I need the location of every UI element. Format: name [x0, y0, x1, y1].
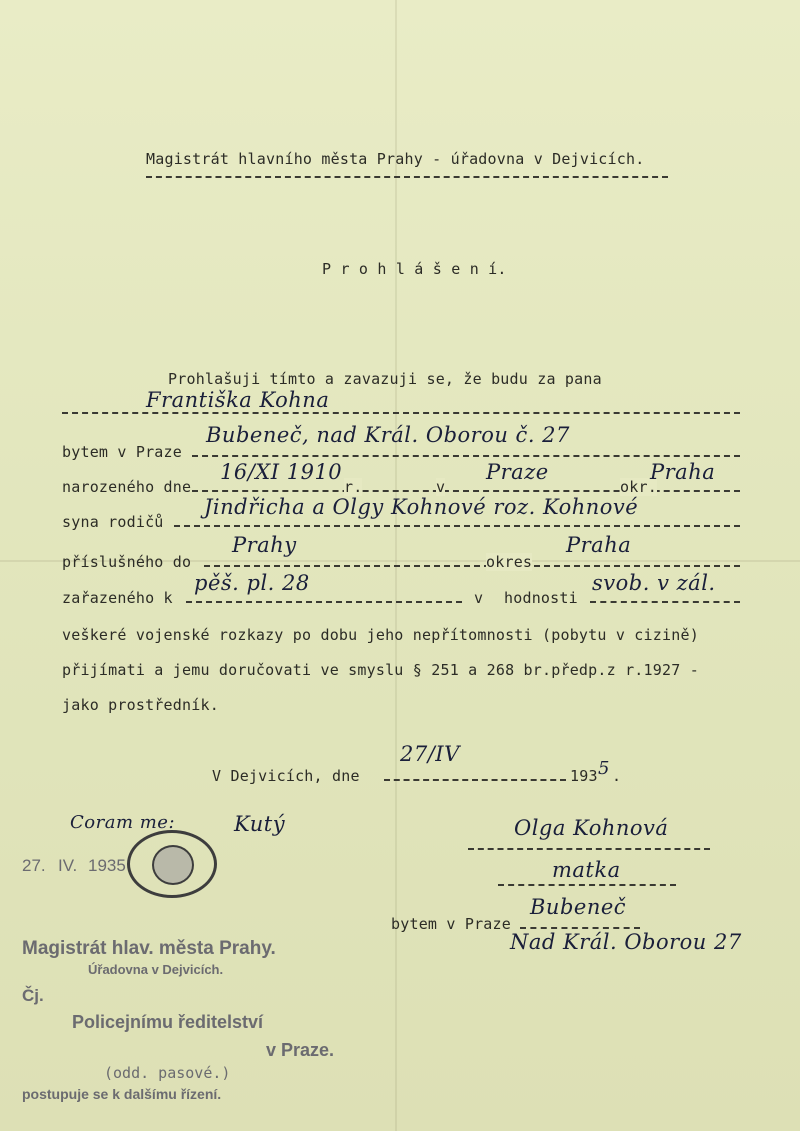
domicile-label: příslušného do: [62, 553, 192, 571]
year-handwritten: 5: [598, 758, 610, 779]
paragraph-line-1: veškeré vojenské rozkazy po dobu jeho nepřítomnosti (pobytu v cizině): [62, 626, 699, 644]
rank-v-label: v: [474, 589, 484, 607]
born-okr-handwritten: Praha: [650, 460, 716, 484]
signer-residence-handwritten-1: Bubeneč: [530, 895, 627, 919]
addressee-line-2: v Praze.: [266, 1040, 335, 1060]
stamp-date-year: 1935: [88, 856, 126, 875]
born-date-handwritten: 16/XI 1910: [220, 460, 343, 484]
born-place-handwritten: Praze: [486, 460, 549, 484]
document-title: P r o h l á š e n í.: [322, 260, 507, 278]
coram-handwritten: Coram me:: [70, 812, 176, 833]
paragraph-line-3: jako prostředník.: [62, 696, 219, 714]
date-handwritten: 27/IV: [400, 742, 460, 766]
rank-label: hodnosti: [504, 589, 578, 607]
parents-handwritten: Jindřicha a Olgy Kohnové roz. Kohnové: [204, 495, 639, 519]
official-signature-handwritten: Kutý: [234, 812, 286, 836]
signer-residence-line: [520, 927, 640, 929]
stamp-date-month: IV.: [58, 856, 78, 875]
name-line: [62, 412, 740, 414]
rank-handwritten: svob. v zál.: [592, 571, 716, 595]
signer-residence-handwritten-2: Nad Král. Oborou 27: [510, 930, 742, 954]
residence-label: bytem v Praze: [62, 443, 182, 461]
date-prefix: V Dejvicích, dne: [212, 767, 360, 785]
stamp-date-day: 27.: [22, 856, 46, 875]
year-prefix: 193: [570, 767, 598, 785]
okres-handwritten: Praha: [566, 533, 632, 557]
born-line: [192, 490, 740, 492]
paragraph-line-2: přijímati a jemu doručovati ve smyslu § 251 a 268 br.předp.z r.1927 -: [62, 661, 699, 679]
residence-line: [192, 455, 740, 457]
official-seal: [127, 830, 217, 898]
forward-line: postupuje se k dalšímu řízení.: [22, 1086, 222, 1102]
assigned-line: [186, 601, 462, 603]
office-heading: Magistrát hlavního města Prahy - úřadovna v Dejvicích.: [146, 150, 645, 168]
role-handwritten: matka: [552, 858, 621, 882]
signer-residence-label: bytem v Praze: [391, 915, 511, 933]
role-line: [498, 884, 676, 886]
parents-line: [174, 525, 740, 527]
born-label: narozeného dne: [62, 478, 192, 496]
person-name-handwritten: Františka Kohna: [146, 388, 330, 412]
stamp-office-line-1: Magistrát hlav. města Prahy.: [22, 938, 276, 959]
reference-number-label: Čj.: [22, 986, 44, 1005]
signature-line: [468, 848, 710, 850]
assigned-label: zařazeného k: [62, 589, 173, 607]
domicile-line: [204, 565, 740, 567]
year-r-label: r.: [344, 478, 363, 496]
heading-underline: [146, 176, 668, 178]
year-suffix: .: [612, 767, 622, 785]
okres-label: okres: [486, 553, 533, 571]
signature-handwritten: Olga Kohnová: [514, 816, 669, 840]
date-line: [384, 779, 566, 781]
born-v-label: v: [436, 478, 446, 496]
department-line: (odd. pasové.): [104, 1064, 231, 1082]
parents-label: syna rodičů: [62, 513, 164, 531]
stamp-office-line-2: Úřadovna v Dejvicích.: [88, 962, 224, 977]
rank-line: [590, 601, 740, 603]
born-okr-label: okr.: [620, 478, 657, 496]
assigned-handwritten: pěš. pl. 28: [194, 571, 310, 595]
domicile-handwritten: Prahy: [232, 533, 297, 557]
residence-handwritten: Bubeneč, nad Král. Oborou č. 27: [206, 423, 570, 447]
seal-emblem: [152, 845, 194, 885]
addressee-line-1: Policejnímu ředitelství: [72, 1012, 264, 1032]
intro-text: Prohlašuji tímto a zavazuji se, že budu za pana: [168, 370, 602, 388]
